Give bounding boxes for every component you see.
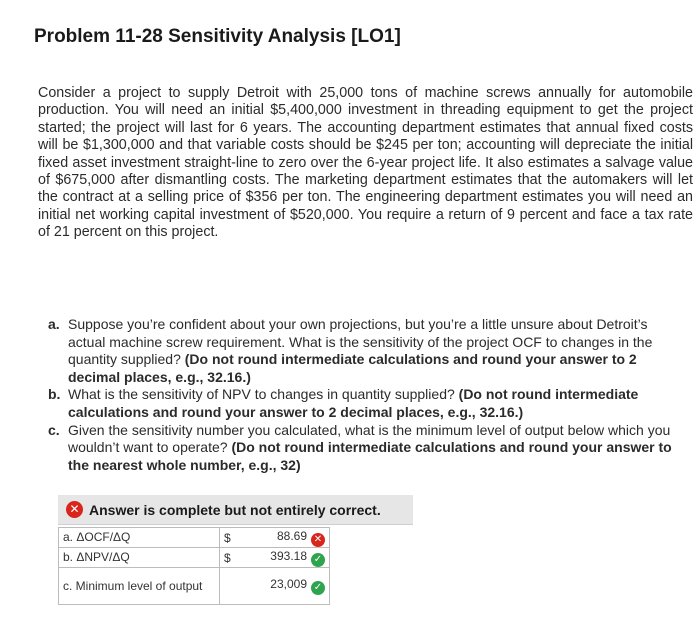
question-text: Suppose you’re confident about your own projections, but you’re a little unsure about Detroit’s actual machine screw requirement. What is the sensitivity of the project OCF to changes in the quantity supplied?	[68, 316, 653, 368]
answer-input-b[interactable]	[234, 548, 330, 568]
question-text: Given the sensitivity number you calculated, what is the minimum level of output below which you wouldn’t want to operate?	[68, 421, 671, 456]
question-note: (Do not round intermediate calculations and round your answer to the nearest whole number, e.g., 32)	[68, 439, 672, 473]
question-c	[48, 422, 688, 475]
question-a	[48, 316, 688, 386]
answer-table	[58, 527, 330, 605]
answer-label: c. Minimum level of output	[59, 568, 220, 605]
answer-status-text: Answer is complete but not entirely correct.	[89, 501, 381, 518]
problem-title: Problem 11-28 Sensitivity Analysis [LO1]	[34, 26, 401, 47]
question-letter: a.	[48, 316, 60, 332]
question-list	[48, 316, 688, 474]
question-note: (Do not round intermediate calculations and round your answer to 2 decimal places, e.g., 32.16.)	[68, 351, 637, 385]
incorrect-x-icon: ✕	[311, 533, 325, 547]
question-note: (Do not round intermediate calculations and round your answer to 2 decimal places, e.g., 32.16.)	[68, 386, 639, 420]
answer-input-a[interactable]	[234, 528, 330, 548]
answer-label: a. ΔOCF/ΔQ	[59, 528, 220, 548]
answer-row-a	[59, 528, 330, 548]
answer-value: 88.69	[276, 528, 307, 543]
answer-row-c	[59, 568, 330, 605]
answer-status-banner	[58, 495, 413, 525]
problem-statement: Consider a project to supply Detroit with 25,000 tons of machine screws annually for automobile production. You will need an initial $5,400,000 investment in threading equipment to get the project started; the project will last for 6 years. The accounting department estimates that annual fixed costs will be $1,300,000 and that variable costs should be $245 per ton; accounting will depreciate the initial fixed asset investment straight-line to zero over the 6-year project life. It also estimates a salvage value of $675,000 after dismantling costs. The marketing department estimates that the automakers will let the contract at a selling price of $356 per ton. The engineering department estimates you will need an initial net working capital investment of $520,000. You require a return of 9 percent and face a tax rate of 21 percent on this project.	[38, 85, 693, 241]
answer-value: 23,009	[270, 577, 307, 591]
answer-label: b. ΔNPV/ΔQ	[59, 548, 220, 568]
currency-symbol: $	[220, 548, 235, 568]
currency-symbol: $	[220, 528, 235, 548]
error-x-icon: ✕	[66, 501, 83, 518]
correct-check-icon: ✓	[311, 553, 325, 567]
answer-input-c[interactable]	[234, 568, 330, 605]
answer-value: 393.18	[270, 548, 307, 563]
question-letter: b.	[48, 386, 61, 403]
question-b	[48, 386, 688, 421]
question-text: What is the sensitivity of NPV to changes in quantity supplied?	[68, 386, 459, 403]
currency-symbol	[220, 568, 235, 605]
correct-check-icon: ✓	[311, 581, 325, 595]
question-letter: c.	[48, 421, 60, 438]
answer-row-b	[59, 548, 330, 568]
